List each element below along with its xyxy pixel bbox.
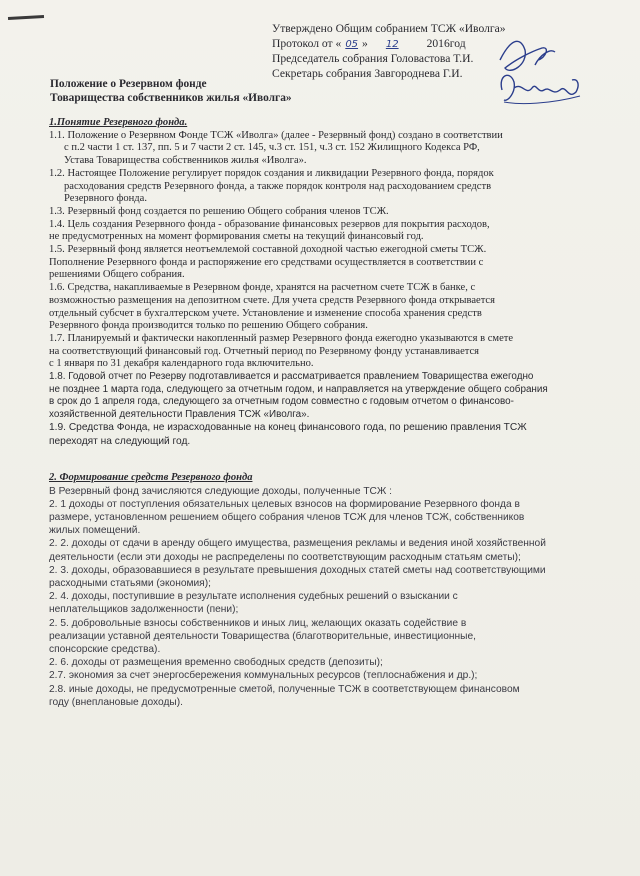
protocol-line: Протокол от « 05 » 12 2016год	[272, 36, 466, 50]
s1-line: 1.2. Настоящее Положение регулирует порядок создания и ликвидации Резервного фонда, порядок	[49, 167, 494, 179]
s2-line: 2. 6. доходы от размещения временно свободных средств (депозиты);	[49, 657, 383, 669]
title-line-1: Положение о Резервном фонде	[50, 78, 207, 90]
s1-line: 1.1. Положение о Резервном Фонде ТСЖ «Иволга» (далее - Резервный фонд) создано в соответствии	[49, 129, 503, 141]
s1-line: хозяйственной деятельности Правления ТСЖ «Иволга».	[49, 408, 310, 420]
protocol-year: 2016год	[426, 36, 466, 50]
s2-line: спонсорские средства).	[49, 643, 161, 655]
s1-line: на соответствующий финансовый год. Отчетный период по Резервному фонду устанавливается	[49, 345, 480, 357]
s1-line: 1.8. Годовой отчет по Резерву подготавливается и рассматривается правлением Товарищества ежегодно	[49, 371, 534, 383]
s2-line: 2. 2. доходы от сдачи в аренду общего имущества, размещения рекламы и ведения иной хозяйственной	[49, 538, 546, 550]
section-1-heading: 1.Понятие Резервного фонда.	[49, 117, 188, 128]
s1-line: решениями Общего собрания.	[49, 269, 185, 281]
s1-line: 1.7. Планируемый и фактически накопленный размер Резервного фонда ежегодно указываются в смете	[49, 332, 514, 344]
s2-line: расходными статьями (экономия);	[49, 577, 211, 589]
secretary-line: Секретарь собрания Завгороднева Г.И.	[272, 66, 463, 80]
s2-line: В Резервный фонд зачисляются следующие доходы, полученные ТСЖ :	[49, 485, 392, 497]
s1-line: 1.3. Резервный фонд создается по решению Общего собрания членов ТСЖ.	[49, 205, 389, 217]
section-2-heading: 2. Формирование средств Резервного фонда	[49, 471, 253, 483]
s2-line: 2.7. экономия за счет энергосбережения коммунальных ресурсов (теплоснабжения и др.);	[49, 670, 478, 682]
s2-line: размере, установленном решением общего собрания членов ТСЖ для членов ТСЖ, собственников	[49, 511, 525, 523]
s1-line: Пополнение Резервного фонда и распоряжение его средствами осуществляется в соответствии с	[49, 256, 484, 268]
protocol-month: 12	[385, 38, 399, 50]
s1-line: с 1 января по 31 декабря календарного года включительно.	[49, 358, 314, 370]
s1-line: с п.2 части 1 ст. 137, пп. 5 и 7 части 2 ст. 145, ч.3 ст. 151, ч.3 ст. 152 Жилищного Кодекса РФ,	[64, 142, 480, 154]
corner-mark	[8, 15, 44, 20]
s2-line: 2.8. иные доходы, не предусмотренные сметой, полученные ТСЖ в соответствующем финансовом	[49, 683, 520, 695]
s2-line: 2. 1 доходы от поступления обязательных целевых взносов на формирование Резервного фонда в	[49, 498, 520, 510]
s1-line: Устава Товарищества собственников жилья «Иволга».	[64, 155, 307, 167]
chairman-line: Председатель собрания Головастова Т.И.	[272, 52, 474, 65]
signatures-icon	[480, 30, 590, 120]
s1-line: возможностью размещения на депозитном счете. Для учета средств Резервного фонда открывается	[49, 294, 495, 306]
s1-line: расходования средств Резервного фонда, а также порядок контроля над расходованием средств	[64, 180, 492, 192]
title-line-2: Товарищества собственников жилья «Иволга»	[50, 92, 292, 104]
s2-line: году (внеплановые доходы).	[49, 696, 183, 708]
s1-line: в срок до 1 апреля года, следующего за отчетным годом совместно с годовым отчетом о финансово-	[49, 396, 514, 408]
s1-line: Резервного фонда производится только по решению Общего собрания.	[49, 320, 368, 332]
s1-line: не позднее 1 марта года, следующего за отчетным годом, и направляется на утверждение общего собрания	[49, 383, 548, 395]
s1-line: 1.9. Средства Фонда, не израсходованные на конец финансового года, по решению правления ТСЖ	[49, 422, 527, 434]
s1-line: не предусмотренных на момент формирования сметы на текущий финансовый год.	[49, 231, 424, 243]
s1-line: 1.4. Цель создания Резервного фонда - образование финансовых резервов для покрытия расходов,	[49, 218, 490, 230]
s2-line: деятельности (если эти доходы не распределены по соответствующим расходным статьям сметы);	[49, 551, 521, 563]
s2-line: 2. 5. добровольные взносы собственников и иных лиц, желающих оказать содействие в	[49, 617, 467, 629]
s2-line: 2. 4. доходы, поступившие в результате исполнения судебных решений о взыскании с	[49, 591, 458, 603]
approval-line: Утверждено Общим собранием ТСЖ «Иволга»	[272, 22, 506, 35]
s1-line: 1.5. Резервный фонд является неотъемлемой составной доходной частью ежегодной сметы ТСЖ.	[49, 244, 487, 256]
document-body	[49, 117, 627, 709]
s2-line: жилых помещений.	[49, 525, 141, 537]
s2-line: 2. 3. доходы, образовавшиеся в результате превышения доходных статей сметы над соответствующими	[49, 564, 546, 576]
s2-line: реализации уставной деятельности Товарищества (благотворительные, инвестиционные,	[49, 630, 476, 642]
approval-block	[272, 22, 506, 81]
protocol-day: 05	[345, 38, 359, 50]
s1-line: Резервного фонда.	[64, 193, 147, 205]
s1-line: 1.6. Средства, накапливаемые в Резервном фонде, хранятся на расчетном счете ТСЖ в банке, с	[49, 282, 476, 294]
s1-line: переходят на следующий год.	[49, 435, 191, 447]
s2-line: неплательщиков задолженности (пени);	[49, 604, 239, 616]
document-title	[50, 77, 292, 105]
s1-line: отдельный субсчет в бухгалтерском учете. Установление и изменение способа хранения средств	[49, 307, 482, 319]
